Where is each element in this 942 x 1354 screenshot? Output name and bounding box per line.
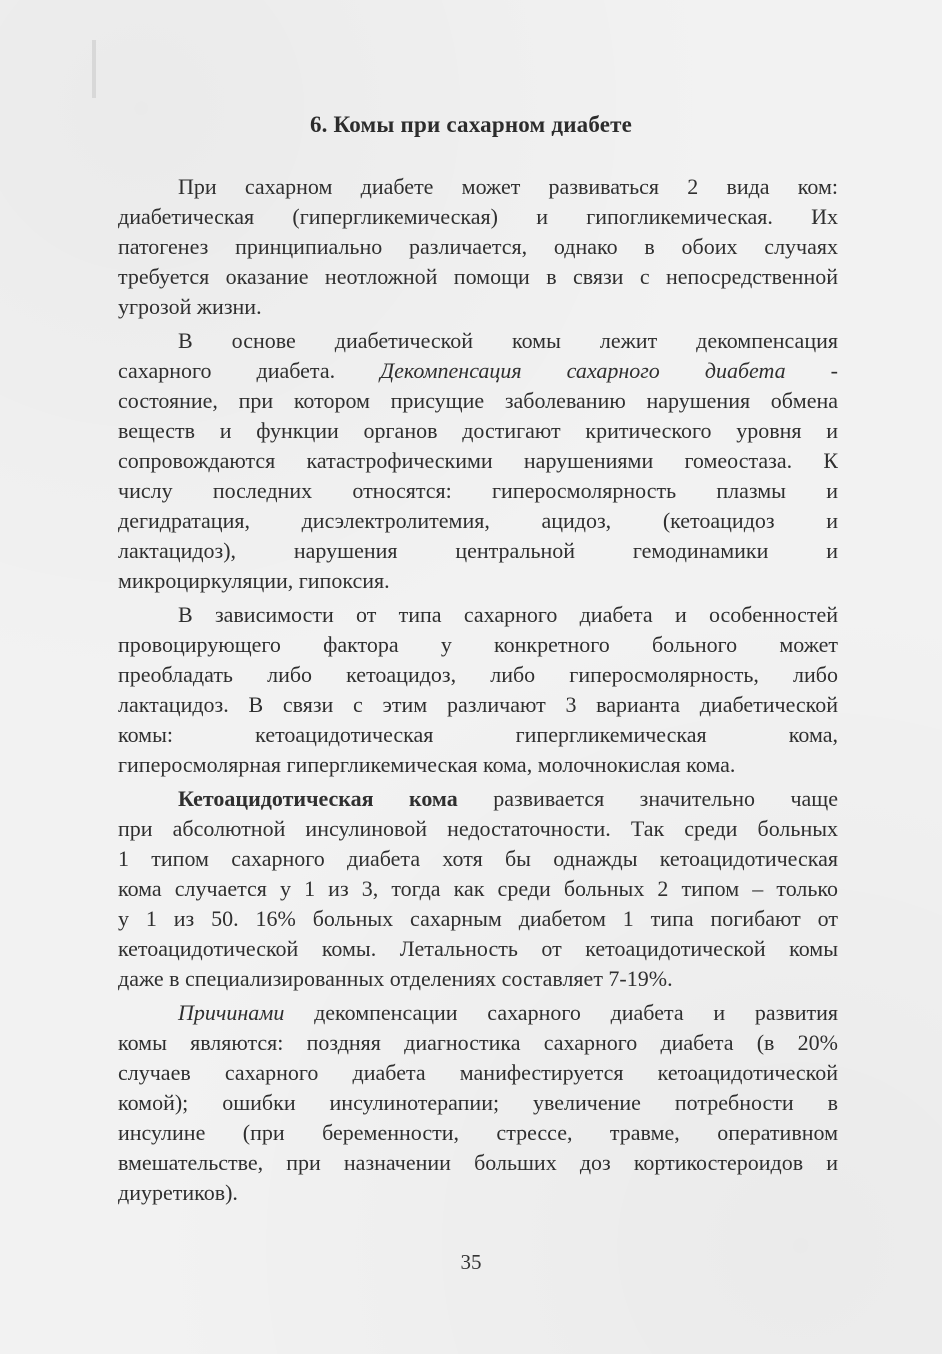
paragraph-2-line-9: микроциркуляции, гипоксия.	[118, 568, 390, 593]
paragraph-2-line-4: веществ и функции органов достигают критического уровня и	[118, 418, 838, 443]
paragraph-4-line-7: даже в специализированных отделениях составляет 7-19%.	[118, 966, 673, 991]
paragraph-5-line-2: комы являются: поздняя диагностика сахарного диабета (в 20%	[118, 1030, 838, 1055]
paragraph-2-line-2-text: сахарного диабета.	[118, 358, 336, 383]
paragraph-3-line-1: В зависимости от типа сахарного диабета и особенностей	[178, 602, 838, 627]
paragraph-4-bold-term: Кетоацидотическая кома	[178, 786, 458, 811]
paragraph-3-line-4: лактацидоз. В связи с этим различают 3 варианта диабетической	[118, 692, 838, 717]
paragraph-4-line-1-text: развивается значительно чаще	[493, 786, 838, 811]
paragraph-1-line-4: требуется оказание неотложной помощи в связи с непосредственной	[118, 264, 838, 289]
paragraph-2-line-1: В основе диабетической комы лежит декомпенсация	[178, 328, 838, 353]
paragraph-2-line-2-dash: -	[830, 358, 838, 383]
page-number: 35	[460, 1250, 482, 1274]
paragraph-1-line-2: диабетическая (гипергликемическая) и гипогликемическая. Их	[118, 204, 838, 229]
paragraph-2-line-3: состояние, при котором присущие заболеванию нарушения обмена	[118, 388, 838, 413]
paragraph-5-italic-term: Причинами	[178, 1000, 285, 1025]
paragraph-5-line-3: случаев сахарного диабета манифестируется кетоацидотической	[118, 1060, 838, 1085]
paragraph-2-line-6: числу последних относятся: гиперосмолярность плазмы и	[118, 478, 838, 503]
paragraph-5-line-6: вмешательстве, при назначении больших доз кортикостероидов и	[118, 1150, 838, 1175]
paragraph-5-line-1	[118, 998, 838, 1028]
document-text	[118, 172, 838, 1208]
scan-mark	[92, 40, 96, 98]
paragraph-2-line-2-italic: Декомпенсация сахарного диабета	[380, 358, 786, 383]
paragraph-2-line-2	[118, 356, 838, 386]
paragraph-2-line-5: сопровождаются катастрофическими нарушениями гомеостаза. К	[118, 448, 838, 473]
paragraph-4-line-6: кетоацидотической комы. Летальность от кетоацидотической комы	[118, 936, 838, 961]
paragraph-4-line-3: 1 типом сахарного диабета хотя бы однажды кетоацидотическая	[118, 846, 838, 871]
paragraph-4-line-4: кома случается у 1 из 3, тогда как среди больных 2 типом – только	[118, 876, 838, 901]
paragraph-5-line-5: инсулине (при беременности, стрессе, травме, оперативном	[118, 1120, 838, 1145]
paragraph-3-line-5: комы: кетоацидотическая гипергликемическая кома,	[118, 722, 838, 747]
paragraph-1-line-5: угрозой жизни.	[118, 294, 262, 319]
paragraph-5-line-4: комой); ошибки инсулинотерапии; увеличение потребности в	[118, 1090, 838, 1115]
paragraph-3-line-3: преобладать либо кетоацидоз, либо гиперосмолярность, либо	[118, 662, 838, 687]
paragraph-4-line-2: при абсолютной инсулиновой недостаточности. Так среди больных	[118, 816, 838, 841]
paragraph-5-line-1-text: декомпенсации сахарного диабета и развития	[314, 1000, 838, 1025]
paragraph-4-line-1	[118, 784, 838, 814]
paragraph-1-line-1: При сахарном диабете может развиваться 2 вида ком:	[178, 174, 838, 199]
paragraph-2-line-7: дегидратация, дисэлектролитемия, ацидоз, (кетоацидоз и	[118, 508, 838, 533]
paragraph-3-line-2: провоцирующего фактора у конкретного больного может	[118, 632, 838, 657]
paragraph-1-line-3: патогенез принципиально различается, однако в обоих случаях	[118, 234, 838, 259]
paragraph-5-line-7: диуретиков).	[118, 1180, 238, 1205]
paragraph-2-line-8: лактацидоз), нарушения центральной гемодинамики и	[118, 538, 838, 563]
section-title: 6. Комы при сахарном диабете	[309, 112, 633, 137]
paragraph-4-line-5: у 1 из 50. 16% больных сахарным диабетом 1 типа погибают от	[118, 906, 838, 931]
paragraph-3-line-6: гиперосмолярная гипергликемическая кома, молочнокислая кома.	[118, 752, 736, 777]
